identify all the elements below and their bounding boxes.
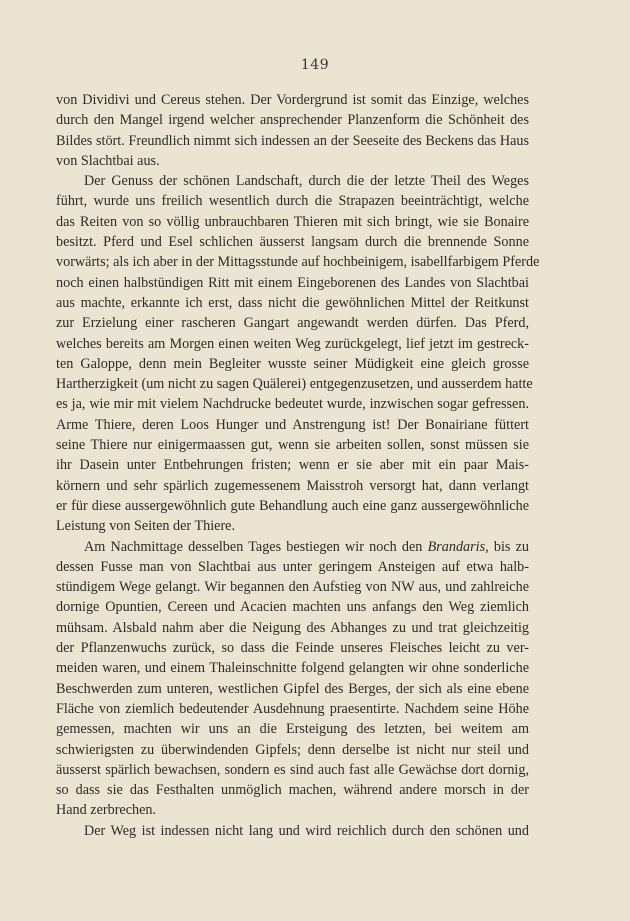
text-line: Der Weg ist indessen nicht lang und wird reichlich durch den schönen und bbox=[84, 822, 529, 839]
text-line: ten Galoppe, denn mein Begleiter wusste seiner Müdigkeit eine gleich grosse bbox=[56, 355, 529, 372]
text-line: zur Erzielung einer rascheren Gangart angewandt werden dürfen. Das Pferd, bbox=[56, 315, 529, 332]
text-line: besitzt. Pferd und Esel schlichen äusserst langsam durch die brennende Sonne bbox=[56, 234, 529, 251]
text-fragment: , bis zu bbox=[485, 538, 529, 555]
text-line: Hartherzigkeit (um nicht zu sagen Quälerei) entgegenzusetzen, und ausserdem hatte bbox=[56, 376, 533, 393]
text-line: führt, wurde uns freilich wesentlich durch die Strapazen beeinträchtigt, welche bbox=[56, 193, 529, 210]
text-line: so dass sie das Festhalten unmöglich machen, während andere morsch in der bbox=[56, 782, 529, 799]
text-line: mühsam. Alsbald nahm aber die Neigung des Abhanges zu und trat gleichzeitig bbox=[56, 619, 529, 636]
text-line: Beschwerden zum unteren, westlichen Gipfel des Berges, der sich als eine ebene bbox=[56, 680, 529, 697]
text-line: von Dividivi und Cereus stehen. Der Vordergrund ist somit das Einzige, welches bbox=[56, 92, 529, 108]
text-line: von Slachtbai aus. bbox=[56, 152, 160, 169]
text-line: welches bereits am Morgen einen weiten Weg zurückgelegt, lief jetzt im gestreck- bbox=[56, 335, 529, 352]
text-line: das Reiten von so völlig unbrauchbaren Thieren mit sich bringt, wie sie Bonaire bbox=[56, 213, 529, 230]
text-fragment: Am Nachmittage desselben Tages bestiegen wir noch den bbox=[84, 538, 428, 555]
text-line: Leistung von Seiten der Thiere. bbox=[56, 518, 236, 535]
page-number: 149 bbox=[300, 57, 330, 73]
text-line bbox=[56, 537, 529, 557]
text-line: er für diese aussergewöhnlich gute Behandlung auch eine ganz aussergewöhnliche bbox=[56, 497, 529, 514]
body-text bbox=[56, 90, 540, 841]
text-line: der Pflanzenwuchs zurück, so dass die Feinde unseres Fleisches leicht zu ver- bbox=[56, 640, 529, 657]
text-line: vorwärts; als ich aber in der Mittagsstunde auf hochbeinigem, isabellfarbigem Pferde bbox=[56, 254, 540, 271]
text-line: dessen Fusse man von Slachtbai aus unter geringem Ansteigen auf etwa halb- bbox=[56, 558, 529, 575]
text-line: noch einen halbstündigen Ritt mit einem Eingeborenen des Landes von Slachtbai bbox=[56, 274, 529, 291]
text-line: Fläche von ziemlich bedeutender Ausdehnung praesentirte. Nachdem seine Höhe bbox=[56, 700, 529, 717]
text-line: äusserst spärlich bewachsen, sondern es sind auch fast alle Gewächse dort dornig, bbox=[56, 761, 529, 778]
text-line: Hand zerbrechen. bbox=[56, 802, 157, 819]
text-line: Arme Thiere, deren Loos Hunger und Anstrengung ist! Der Bonairiane füttert bbox=[56, 416, 529, 433]
text-line: körnern und sehr spärlich zugemessenem Maisstroh versorgt hat, dann verlangt bbox=[56, 477, 529, 494]
text-line: meiden waren, und einem Thaleinschnitte folgend gelangten wir ohne sonderliche bbox=[56, 660, 529, 677]
text-line: gemessen, machten wir uns an die Ersteigung des letzten, bei weitem am bbox=[56, 721, 529, 738]
text-line: aus machte, erkannte ich erst, dass nicht die gewöhnlichen Mittel der Reitkunst bbox=[56, 294, 529, 311]
text-line: stündigem Wege gelangt. Wir begannen den Aufstieg von NW aus, und zahlreiche bbox=[56, 579, 529, 596]
text-line: Bildes stört. Freundlich nimmt sich indessen an der Seeseite des Beckens das Haus bbox=[56, 132, 529, 149]
text-line: dornige Opuntien, Cereen und Acacien machten uns anfangs den Weg ziemlich bbox=[56, 599, 529, 616]
text-line: ihr Dasein unter Entbehrungen fristen; wenn er sie aber mit ein paar Mais- bbox=[56, 457, 529, 474]
text-line: schwierigsten zu überwindenden Gipfels; denn derselbe ist nicht nur steil und bbox=[56, 741, 529, 758]
text-line: seine Thiere nur einigermaassen gut, wenn sie arbeiten sollen, sonst müssen sie bbox=[56, 437, 529, 454]
text-line: Der Genuss der schönen Landschaft, durch die der letzte Theil des Weges bbox=[84, 173, 529, 190]
text-line: durch den Mangel irgend welcher ansprechender Planzenform die Schönheit des bbox=[56, 112, 529, 129]
italic-place-name: Brandaris bbox=[427, 538, 486, 555]
text-line: es ja, wie mir mit vielem Nachdrucke bedeutet wurde, inzwischen sogar gefressen. bbox=[56, 396, 529, 413]
